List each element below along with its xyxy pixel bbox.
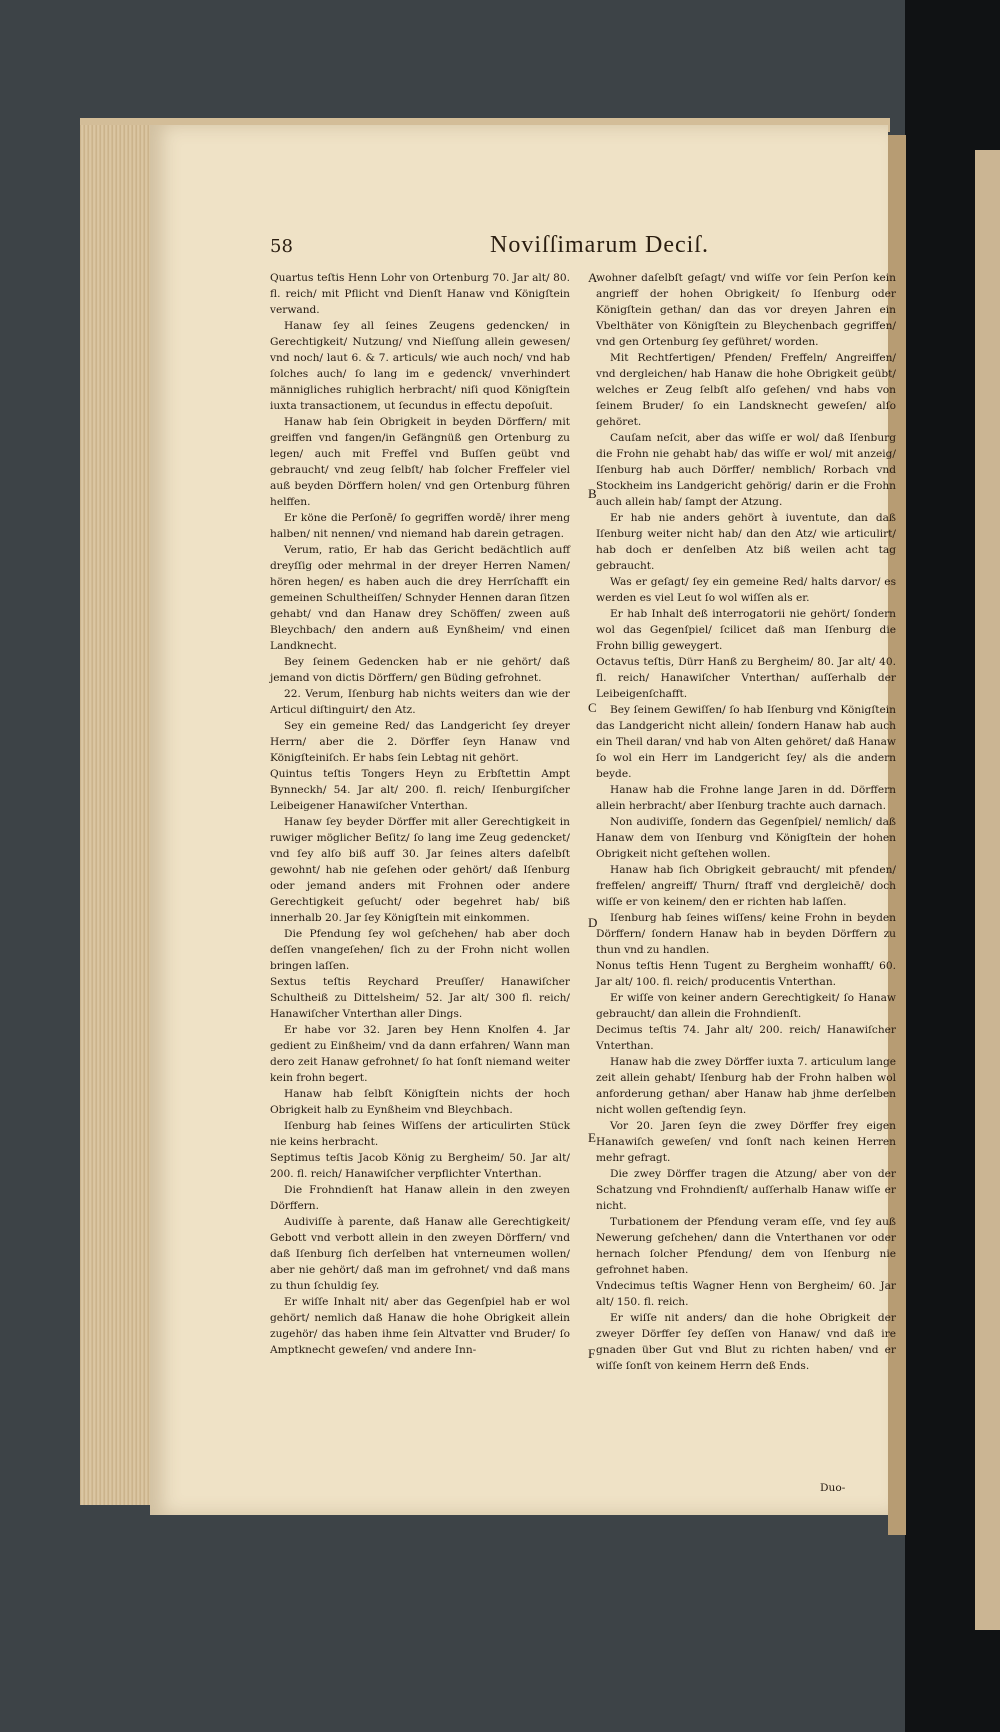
paragraph: Hanaw hab ſelbſt Königſtein nichts der hoch Obrigkeit halb zu Eynßheim vnd Bleychbach. (270, 1088, 570, 1116)
catchword: Duo- (820, 1482, 846, 1494)
paragraph: Iſenburg hab ſeines wiſſens/ keine Frohn in beyden Dörffern/ ſondern Hanaw hab in beyden Dörffern zu thun vnd zu handlen. (596, 912, 896, 956)
paragraph: Die zwey Dörffer tragen die Atzung/ aber von der Schatzung vnd Frohndienſt/ auſſerhalb Hanaw wiſſe er nicht. (596, 1168, 896, 1212)
margin-letter-a: A (588, 270, 598, 285)
paragraph: Die Frohndienſt hat Hanaw allein in den zweyen Dörffern. (270, 1184, 570, 1212)
paragraph: Die Pfendung ſey wol geſchehen/ hab aber doch deſſen vnangeſehen/ ſich zu der Frohn nicht wollen bringen laſſen. (270, 928, 570, 972)
margin-letter-f: F (588, 1346, 596, 1361)
paragraph: Vor 20. Jaren ſeyn die zwey Dörffer frey eigen Hanawiſch geweſen/ vnd ſonſt nach keinen Herren mehr gefragt. (596, 1120, 896, 1164)
paragraph: Bey ſeinem Gedencken hab er nie gehört/ daß jemand von dictis Dörffern/ gen Büding gefrohnet. (270, 656, 570, 684)
paragraph: Quintus teſtis Tongers Heyn zu Erbſtettin Ampt Bynneckh/ 54. Jar alt/ 200. fl. reich/ Iſenburgiſcher Leibeigener Hanawiſcher Vnterthan. (270, 768, 570, 812)
page-number: 58 (270, 236, 293, 257)
paragraph: Octavus teſtis, Dürr Hanß zu Bergheim/ 80. Jar alt/ 40. fl. reich/ Hanawiſcher Vnterthan/ auſſerhalb der Leibeigenſchafft. (596, 656, 896, 700)
paragraph: 22. Verum, Iſenburg hab nichts weiters dan wie der Articul diſtinguirt/ den Atz. (270, 688, 570, 716)
paragraph: Sextus teſtis Reychard Preuſſer/ Hanawiſcher Schultheiß zu Dittelsheim/ 52. Jar alt/ 300 fl. reich/ Hanawiſcher Vnterthan aller Dings. (270, 976, 570, 1020)
margin-letter-b: B (588, 486, 597, 501)
page-edges-left (80, 125, 155, 1505)
left-column (270, 270, 570, 1358)
facing-page-edge (975, 150, 1000, 1630)
running-title: Noviſſimarum Deciſ. (490, 232, 709, 258)
margin-letter-e: E (588, 1130, 596, 1145)
paragraph: Cauſam neſcit, aber das wiſſe er wol/ daß Iſenburg die Frohn nie gehabt hab/ das wiſſe er wol/ mit anzeig/ Iſenburg hab auch Dörffer/ nemblich/ Rorbach vnd Stockheim ins Landgericht gehörig/ darin er die Frohn auch allein hab/ ſampt der Atzung. (596, 432, 896, 508)
paragraph: Er wiſſe von keiner andern Gerechtigkeit/ ſo Hanaw gebraucht/ dan allein die Frohndienſt. (596, 992, 896, 1020)
paragraph: Hanaw ſey beyder Dörffer mit aller Gerechtigkeit in ruwiger möglicher Beſitz/ ſo lang ime Zeug gedencket/ vnd ſey alſo biß auff 30. Jar ſeines alters daſelbſt gewohnt/ hab nie geſehen oder gehört/ daß Iſenburg oder jemand anders mit Frohnen oder andere Gerechtigkeit geſucht/ oder begehret hab/ biß innerhalb 20. Jar ſey Königſtein mit einkommen. (270, 816, 570, 924)
paragraph: Septimus teſtis Jacob König zu Bergheim/ 50. Jar alt/ 200. fl. reich/ Hanawiſcher verpflichter Vnterthan. (270, 1152, 570, 1180)
paragraph: Er köne die Perſonē/ ſo gegriffen wordē/ ihrer meng halben/ nit nennen/ vnd niemand hab darein getragen. (270, 512, 570, 540)
paragraph: Non audiviſſe, ſondern das Gegenſpiel/ nemlich/ daß Hanaw dem von Iſenburg vnd Königſtein der hohen Obrigkeit nicht geſtehen wollen. (596, 816, 896, 860)
paragraph: Quartus teſtis Henn Lohr von Ortenburg 70. Jar alt/ 80. fl. reich/ mit Pflicht vnd Dienſt Hanaw vnd Königſtein verwand. (270, 272, 570, 316)
paragraph: Bey ſeinem Gewiſſen/ ſo hab Iſenburg vnd Königſtein das Landgericht nicht allein/ ſondern Hanaw hab auch ein Theil daran/ vnd hab von Alten gehöret/ daß Hanaw ſo wol ein Herr im Landgericht ſey/ als die andern beyde. (596, 704, 896, 780)
paragraph: Hanaw hab ſich Obrigkeit gebraucht/ mit pfenden/ freffelen/ angreiff/ Thurn/ ſtraff vnd dergleichē/ doch wiſſe er von keinem/ den er richten hab laſſen. (596, 864, 896, 908)
paragraph: Er wiſſe Inhalt nit/ aber das Gegenſpiel hab er wol gehört/ nemlich daß Hanaw die hohe Obrigkeit allein zugehör/ das haben ihme ſein Altvatter vnd Bruder/ ſo Amptknecht geweſen/ vnd andere Inn- (270, 1296, 570, 1356)
paragraph: Decimus teſtis 74. Jahr alt/ 200. reich/ Hanawiſcher Vnterthan. (596, 1024, 896, 1052)
margin-letter-d: D (588, 915, 598, 930)
paragraph: wohner daſelbſt geſagt/ vnd wiſſe vor ſein Perſon kein angrieff der hohen Obrigkeit/ ſo Iſenburg oder Königſtein gethan/ dan das vor dreyen Jahren ein Vbelthäter von Königſtein zu Bleychenbach gegriffen/ vnd gen Ortenburg ſey geführet/ worden. (596, 272, 896, 348)
paragraph: Hanaw hab die Frohne lange Jaren in dd. Dörffern allein herbracht/ aber Iſenburg trachte auch darnach. (596, 784, 896, 812)
paragraph: Verum, ratio, Er hab das Gericht bedächtlich auff dreyſſig oder mehrmal in der dreyer Herren Namen/ hören hegen/ es haben auch die drey Herrſchafft ein gemeinen Schultheiſſen/ Schnyder Hennen daran ſitzen gehabt/ vnd dan Hanaw drey Schöffen/ zween auß Bleychbach/ den andern auß Eynßheim/ vnd einen Landknecht. (270, 544, 570, 652)
paragraph: Nonus teſtis Henn Tugent zu Bergheim wonhafft/ 60. Jar alt/ 100. fl. reich/ producentis Vnterthan. (596, 960, 896, 988)
paragraph: Sey ein gemeine Red/ das Landgericht ſey dreyer Herrn/ aber die 2. Dörffer ſeyn Hanaw vnd Königſteiniſch. Er habs ſein Lebtag nit gehört. (270, 720, 570, 764)
paragraph: Er wiſſe nit anders/ dan die hohe Obrigkeit der zweyer Dörffer ſey deſſen von Hanaw/ vnd daß ire gnaden über Gut vnd Blut zu richten haben/ vnd er wiſſe ſonſt von keinem Herrn deß Ends. (596, 1312, 896, 1372)
paragraph: Vndecimus teſtis Wagner Henn von Bergheim/ 60. Jar alt/ 150. fl. reich. (596, 1280, 896, 1308)
margin-letter-c: C (588, 700, 597, 715)
paragraph: Audiviſſe à parente, daß Hanaw alle Gerechtigkeit/ Gebott vnd verbott allein in den zweyen Dörffern/ vnd daß Iſenburg ſich derſelben hat vnterneumen wollen/ aber nie gehört/ daß man im gefrohnet/ vnd daß mans zu thun ſchuldig ſey. (270, 1216, 570, 1292)
paragraph: Er habe vor 32. Jaren bey Henn Knolfen 4. Jar gedient zu Einßheim/ vnd da dann erfahren/ Wann man dero zeit Hanaw gefrohnet/ ſo hat ſonſt niemand weiter kein frohn begert. (270, 1024, 570, 1084)
right-column (596, 270, 896, 1374)
paragraph: Hanaw ſey all ſeines Zeugens gedencken/ in Gerechtigkeit/ Nutzung/ vnd Nieſſung allein gewesen/ vnd noch/ laut 6. & 7. articuls/ wie auch noch/ vnd hab ſolches auch/ ſo lang im e gedenck/ vnverhindert männigliches ruhiglich herbracht/ niſi quod Königſtein iuxta transactionem, ut ſecundus in effectu depoſuit. (270, 320, 570, 412)
paragraph: Iſenburg hab ſeines Wiſſens der articulirten Stück nie keins herbracht. (270, 1120, 570, 1148)
paragraph: Turbationem der Pfendung veram eſſe, vnd ſey auß Newerung geſchehen/ dann die Vnterthanen vor oder hernach ſolcher Pfendung/ dem von Iſenburg nie gefrohnet haben. (596, 1216, 896, 1276)
paragraph: Hanaw hab die zwey Dörffer iuxta 7. articulum lange zeit allein gehabt/ Iſenburg hab der Frohn halben wol anforderung gethan/ aber Hanaw hab jhme derſelben nicht wollen geſtendig ſeyn. (596, 1056, 896, 1116)
paragraph: Er hab Inhalt deß interrogatorii nie gehört/ ſondern wol das Gegenſpiel/ ſcilicet daß man Iſenburg die Frohn billig geweygert. (596, 608, 896, 652)
paragraph: Mit Rechtfertigen/ Pfenden/ Freffeln/ Angreiffen/ vnd dergleichen/ hab Hanaw die hohe Obrigkeit geübt/ welches er Zeug ſelbſt alſo geſehen/ vnd habs von ſeinem Bruder/ ſo ein Landsknecht geweſen/ alſo gehöret. (596, 352, 896, 428)
paragraph: Er hab nie anders gehört à iuventute, dan daß Iſenburg weiter nicht hab/ dan den Atz/ wie articulirt/ hab doch er denſelben Atz biß weilen acht tag gebraucht. (596, 512, 896, 572)
paragraph: Hanaw hab ſein Obrigkeit in beyden Dörffern/ mit greiffen vnd fangen/in Gefängnüß gen Ortenburg zu legen/ auch mit Freffel vnd Buſſen geübt vnd gebraucht/ vnd zeug ſelbſt/ hab ſolcher Freffeler viel auß beyden Dörffern holen/ vnd gen Ortenburg führen helffen. (270, 416, 570, 508)
paragraph: Was er geſagt/ ſey ein gemeine Red/ halts darvor/ es werden es viel Leut ſo wol wiſſen als er. (596, 576, 896, 604)
